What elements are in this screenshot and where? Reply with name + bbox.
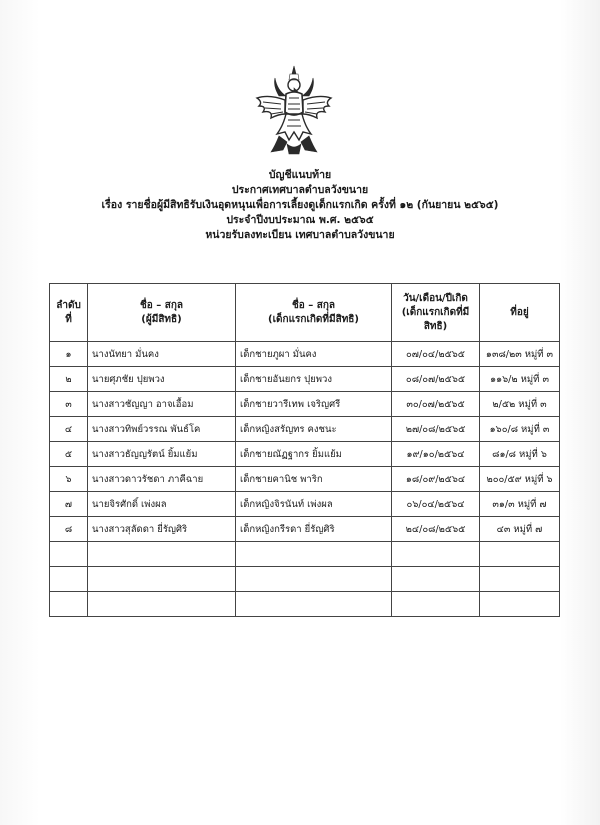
table-row bbox=[50, 492, 560, 517]
cell-parent-name: นางนัทยา มั่นคง bbox=[88, 342, 236, 367]
cell-parent-name: นายจิรศักดิ์ เพ่งผล bbox=[88, 492, 236, 517]
table-row bbox=[50, 367, 560, 392]
cell-child-name: เด็กชายคานิช พาริก bbox=[236, 467, 392, 492]
table-row bbox=[50, 392, 560, 417]
cell-child-name: เด็กชายภูผา มั่นคง bbox=[236, 342, 392, 367]
cell-address: ๓๑/๓ หมู่ที่ ๗ bbox=[480, 492, 560, 517]
cell-child-name: เด็กหญิงกรีรดา ยี่รัญศิริ bbox=[236, 517, 392, 542]
cell-dob: ๐๗/๐๔/๒๕๖๕ bbox=[392, 342, 480, 367]
column-header-address: ที่อยู่ bbox=[480, 284, 560, 342]
cell-dob: ๑๙/๑๐/๒๕๖๔ bbox=[392, 442, 480, 467]
cell-parent-name bbox=[88, 567, 236, 592]
cell-no: ๑ bbox=[50, 342, 88, 367]
header-line-announcement: ประกาศเทศบาลตำบลวังขนาย bbox=[231, 184, 369, 196]
announcement-header bbox=[40, 168, 560, 243]
table-row bbox=[50, 517, 560, 542]
cell-address: ๑๖๐/๘ หมู่ที่ ๓ bbox=[480, 417, 560, 442]
cell-dob bbox=[392, 542, 480, 567]
cell-no bbox=[50, 542, 88, 567]
cell-child-name bbox=[236, 542, 392, 567]
cell-dob bbox=[392, 567, 480, 592]
cell-child-name bbox=[236, 592, 392, 617]
cell-dob: ๐๘/๐๗/๒๕๖๕ bbox=[392, 367, 480, 392]
column-header-child: ชื่อ – สกุล (เด็กแรกเกิดที่มีสิทธิ) bbox=[236, 284, 392, 342]
header-line-annex: บัญชีแนบท้าย bbox=[268, 169, 332, 181]
table-row bbox=[50, 342, 560, 367]
cell-child-name: เด็กชายณัฏฐากร ยิ้มแย้ม bbox=[236, 442, 392, 467]
cell-no: ๕ bbox=[50, 442, 88, 467]
cell-no: ๔ bbox=[50, 417, 88, 442]
cell-child-name: เด็กชายวารีเทพ เจริญศรี bbox=[236, 392, 392, 417]
cell-dob: ๒๗/๐๘/๒๕๖๕ bbox=[392, 417, 480, 442]
table-header-row bbox=[50, 284, 560, 342]
cell-parent-name: นายศุภชัย ปุยพวง bbox=[88, 367, 236, 392]
cell-parent-name: นางสาวสุลัดดา ยี่รัญศิริ bbox=[88, 517, 236, 542]
cell-child-name bbox=[236, 567, 392, 592]
cell-parent-name: นางสาวชัญญา อาจเอื้อม bbox=[88, 392, 236, 417]
cell-parent-name bbox=[88, 542, 236, 567]
table-row-empty bbox=[50, 542, 560, 567]
cell-address: ๔๓ หมู่ที่ ๗ bbox=[480, 517, 560, 542]
cell-address bbox=[480, 542, 560, 567]
cell-dob: ๒๔/๐๘/๒๕๖๕ bbox=[392, 517, 480, 542]
column-header-parent: ชื่อ – สกุล (ผู้มีสิทธิ) bbox=[88, 284, 236, 342]
header-line-fiscal-year: ประจำปีงบประมาณ พ.ศ. ๒๕๖๕ bbox=[226, 214, 374, 226]
cell-parent-name: นางสาวดาวรัชดา ภาคีฉาย bbox=[88, 467, 236, 492]
table-row bbox=[50, 467, 560, 492]
cell-address: ๒/๕๒ หมู่ที่ ๓ bbox=[480, 392, 560, 417]
cell-parent-name bbox=[88, 592, 236, 617]
column-header-dob: วัน/เดือน/ปีเกิด (เด็กแรกเกิดที่มี สิทธิ) bbox=[392, 284, 480, 342]
header-line-subject: เรื่อง รายชื่อผู้มีสิทธิรับเงินอุดหนุนเพื่อการเลี้ยงดูเด็กแรกเกิด ครั้งที่ ๑๒ (กันยายน ๒๕๖๕) bbox=[101, 199, 499, 211]
cell-address: ๒๐๐/๕๙ หมู่ที่ ๖ bbox=[480, 467, 560, 492]
cell-no: ๘ bbox=[50, 517, 88, 542]
cell-no: ๗ bbox=[50, 492, 88, 517]
cell-address: ๘๑/๘ หมู่ที่ ๖ bbox=[480, 442, 560, 467]
table-row bbox=[50, 417, 560, 442]
header-line-registration-unit: หน่วยรับลงทะเบียน เทศบาลตำบลวังขนาย bbox=[205, 229, 395, 241]
table-row bbox=[50, 442, 560, 467]
cell-child-name: เด็กหญิงสรัญทร คงชนะ bbox=[236, 417, 392, 442]
cell-address: ๑๑๖/๒ หมู่ที่ ๓ bbox=[480, 367, 560, 392]
cell-no: ๖ bbox=[50, 467, 88, 492]
cell-address: ๑๓๘/๒๓ หมู่ที่ ๓ bbox=[480, 342, 560, 367]
table-row-empty bbox=[50, 567, 560, 592]
cell-dob: ๑๘/๐๙/๒๕๖๔ bbox=[392, 467, 480, 492]
cell-address bbox=[480, 567, 560, 592]
cell-no: ๓ bbox=[50, 392, 88, 417]
table-row-empty bbox=[50, 592, 560, 617]
cell-no bbox=[50, 592, 88, 617]
cell-dob: ๓๐/๐๗/๒๕๖๕ bbox=[392, 392, 480, 417]
garuda-emblem-icon bbox=[253, 64, 335, 156]
cell-no bbox=[50, 567, 88, 592]
cell-parent-name: นางสาวธัญญรัตน์ ยิ้มแย้ม bbox=[88, 442, 236, 467]
cell-dob bbox=[392, 592, 480, 617]
cell-parent-name: นางสาวทิพย์วรรณ พันธ์โค bbox=[88, 417, 236, 442]
column-header-no: ลำดับ ที่ bbox=[50, 284, 88, 342]
cell-address bbox=[480, 592, 560, 617]
cell-no: ๒ bbox=[50, 367, 88, 392]
beneficiary-table bbox=[49, 283, 560, 617]
cell-child-name: เด็กชายอันยกร ปุยพวง bbox=[236, 367, 392, 392]
cell-dob: ๐๖/๐๔/๒๕๖๔ bbox=[392, 492, 480, 517]
cell-child-name: เด็กหญิงจิรนันท์ เพ่งผล bbox=[236, 492, 392, 517]
